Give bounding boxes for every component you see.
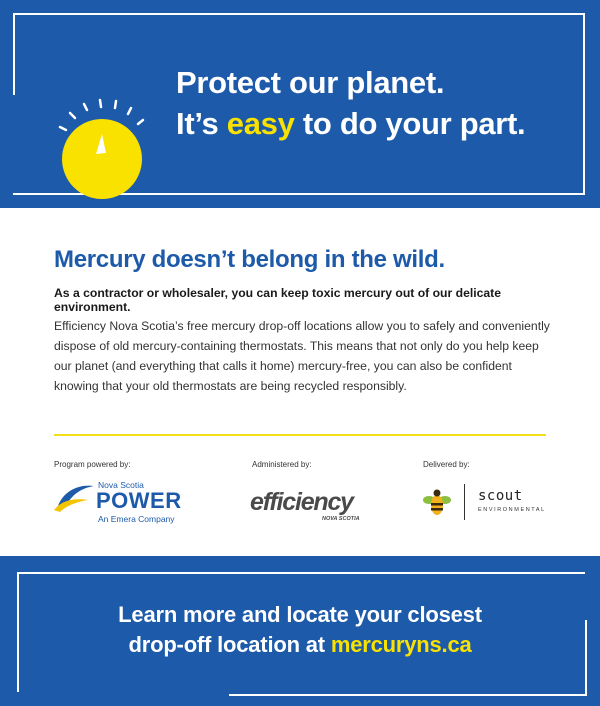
nsp-swoosh-icon	[54, 480, 96, 514]
section-heading: Mercury doesn’t belong in the wild.	[54, 246, 445, 273]
efficiency-wordmark: efficiency	[250, 488, 353, 516]
website-link[interactable]: mercuryns.ca	[330, 632, 472, 657]
scout-environmental-logo	[423, 484, 553, 528]
efficiency-nova-scotia-logo	[250, 488, 390, 528]
body-paragraph: Efficiency Nova Scotia’s free mercury drop-off locations allow you to safely and conveniently dispose of old mercury-containing thermostats. This means that not only do you help keep our planet (and everything that calls it home) mercury-free, you can also be confident knowing that your old thermostats are being recycled responsibly.	[54, 319, 550, 393]
scout-sub-text: ENVIRONMENTAL	[478, 507, 546, 513]
hero-accent-word: easy	[226, 106, 295, 141]
divider	[54, 434, 546, 436]
nova-scotia-power-logo	[54, 476, 194, 526]
scout-wordmark: scout	[478, 488, 523, 504]
footer-line-2-pre: drop-off location at	[128, 632, 331, 657]
hero-line-2-post: to do your part.	[294, 106, 526, 141]
hero-line-1: Protect our planet.	[176, 65, 445, 100]
bee-icon	[423, 486, 451, 520]
hero-banner	[0, 0, 600, 208]
footer-line-1: Learn more and locate your closest	[118, 602, 482, 627]
administered-by-caption: Administered by:	[252, 460, 312, 469]
hero-line-2-pre: It’s	[176, 106, 227, 141]
nsp-small-text: Nova Scotia	[98, 480, 144, 490]
footer-line-2	[0, 630, 600, 660]
hero-line-2	[176, 103, 525, 144]
scout-divider	[464, 484, 465, 520]
delivered-by-caption: Delivered by:	[423, 460, 470, 469]
powered-by-caption: Program powered by:	[54, 460, 131, 469]
hero-headline	[176, 62, 525, 144]
footer-cta	[0, 600, 600, 660]
main-content	[0, 208, 600, 556]
nsp-sub-text: An Emera Company	[98, 514, 175, 524]
lead-paragraph: As a contractor or wholesaler, you can keep toxic mercury out of our delicate environment.	[54, 286, 502, 314]
nsp-power-text: POWER	[96, 488, 182, 513]
efficiency-sub-text: NOVA SCOTIA	[322, 516, 360, 522]
footer-banner	[0, 556, 600, 706]
thermostat-dial-icon	[50, 96, 160, 206]
